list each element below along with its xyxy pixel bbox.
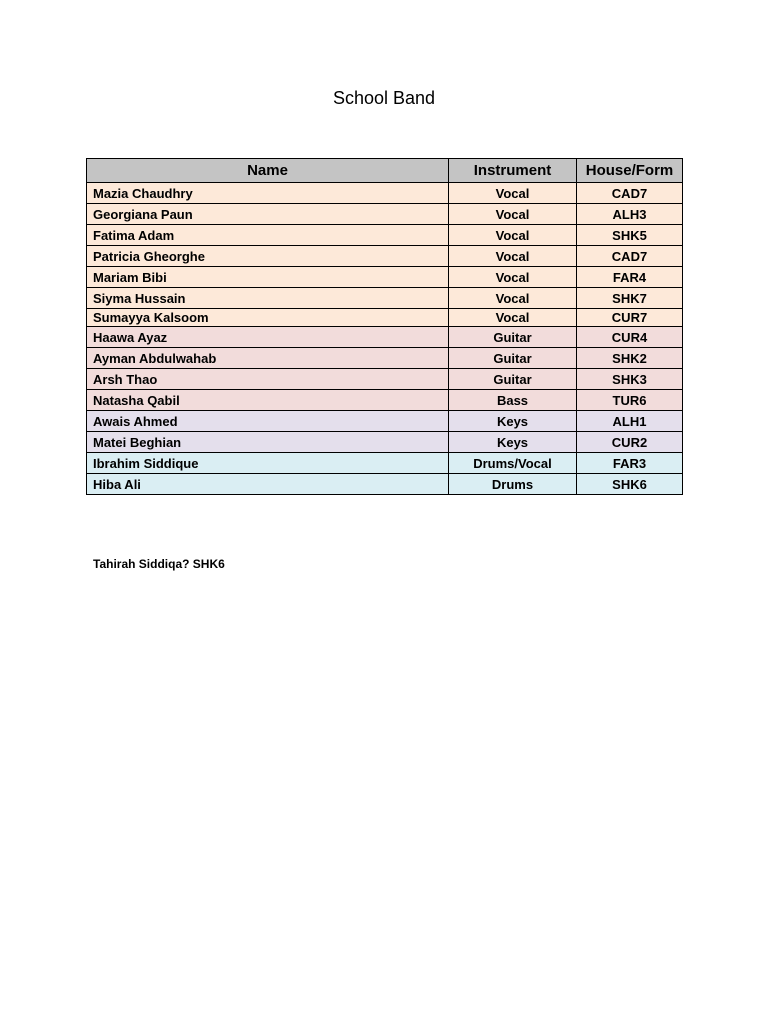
table-row [87,288,683,309]
cell-instrument: Vocal [449,246,577,267]
band-table [86,158,683,495]
cell-form: ALH3 [577,204,683,225]
cell-name: Georgiana Paun [87,204,449,225]
cell-name: Arsh Thao [87,369,449,390]
cell-instrument: Vocal [449,204,577,225]
header-name: Name [87,159,449,183]
table-row [87,390,683,411]
cell-form: CUR7 [577,309,683,327]
cell-form: FAR4 [577,267,683,288]
cell-instrument: Vocal [449,183,577,204]
cell-instrument: Vocal [449,288,577,309]
cell-name: Awais Ahmed [87,411,449,432]
cell-name: Sumayya Kalsoom [87,309,449,327]
cell-name: Ayman Abdulwahab [87,348,449,369]
cell-instrument: Guitar [449,369,577,390]
header-house-form: House/Form [577,159,683,183]
cell-form: CUR4 [577,327,683,348]
cell-form: TUR6 [577,390,683,411]
table-row [87,453,683,474]
cell-form: SHK2 [577,348,683,369]
cell-instrument: Keys [449,432,577,453]
cell-instrument: Drums [449,474,577,495]
table-row [87,225,683,246]
cell-instrument: Guitar [449,327,577,348]
header-instrument: Instrument [449,159,577,183]
cell-instrument: Vocal [449,309,577,327]
cell-name: Fatima Adam [87,225,449,246]
cell-name: Matei Beghian [87,432,449,453]
table-row [87,327,683,348]
table-row [87,309,683,327]
cell-instrument: Keys [449,411,577,432]
cell-name: Haawa Ayaz [87,327,449,348]
cell-form: CUR2 [577,432,683,453]
cell-name: Siyma Hussain [87,288,449,309]
table-row [87,474,683,495]
table-row [87,348,683,369]
cell-instrument: Bass [449,390,577,411]
footnote-text: Tahirah Siddiqa? SHK6 [93,557,225,571]
cell-form: SHK7 [577,288,683,309]
cell-form: SHK5 [577,225,683,246]
cell-instrument: Vocal [449,225,577,246]
table-row [87,246,683,267]
cell-name: Mazia Chaudhry [87,183,449,204]
cell-name: Hiba Ali [87,474,449,495]
table-row [87,204,683,225]
cell-form: FAR3 [577,453,683,474]
cell-name: Mariam Bibi [87,267,449,288]
cell-name: Ibrahim Siddique [87,453,449,474]
cell-form: ALH1 [577,411,683,432]
table-row [87,411,683,432]
cell-instrument: Guitar [449,348,577,369]
cell-form: CAD7 [577,246,683,267]
cell-name: Patricia Gheorghe [87,246,449,267]
table-row [87,432,683,453]
table-header-row [87,159,683,183]
table-row [87,267,683,288]
cell-form: SHK6 [577,474,683,495]
table-row [87,369,683,390]
page-title: School Band [332,88,436,108]
cell-instrument: Vocal [449,267,577,288]
cell-name: Natasha Qabil [87,390,449,411]
cell-form: SHK3 [577,369,683,390]
table-row [87,183,683,204]
cell-form: CAD7 [577,183,683,204]
cell-instrument: Drums/Vocal [449,453,577,474]
